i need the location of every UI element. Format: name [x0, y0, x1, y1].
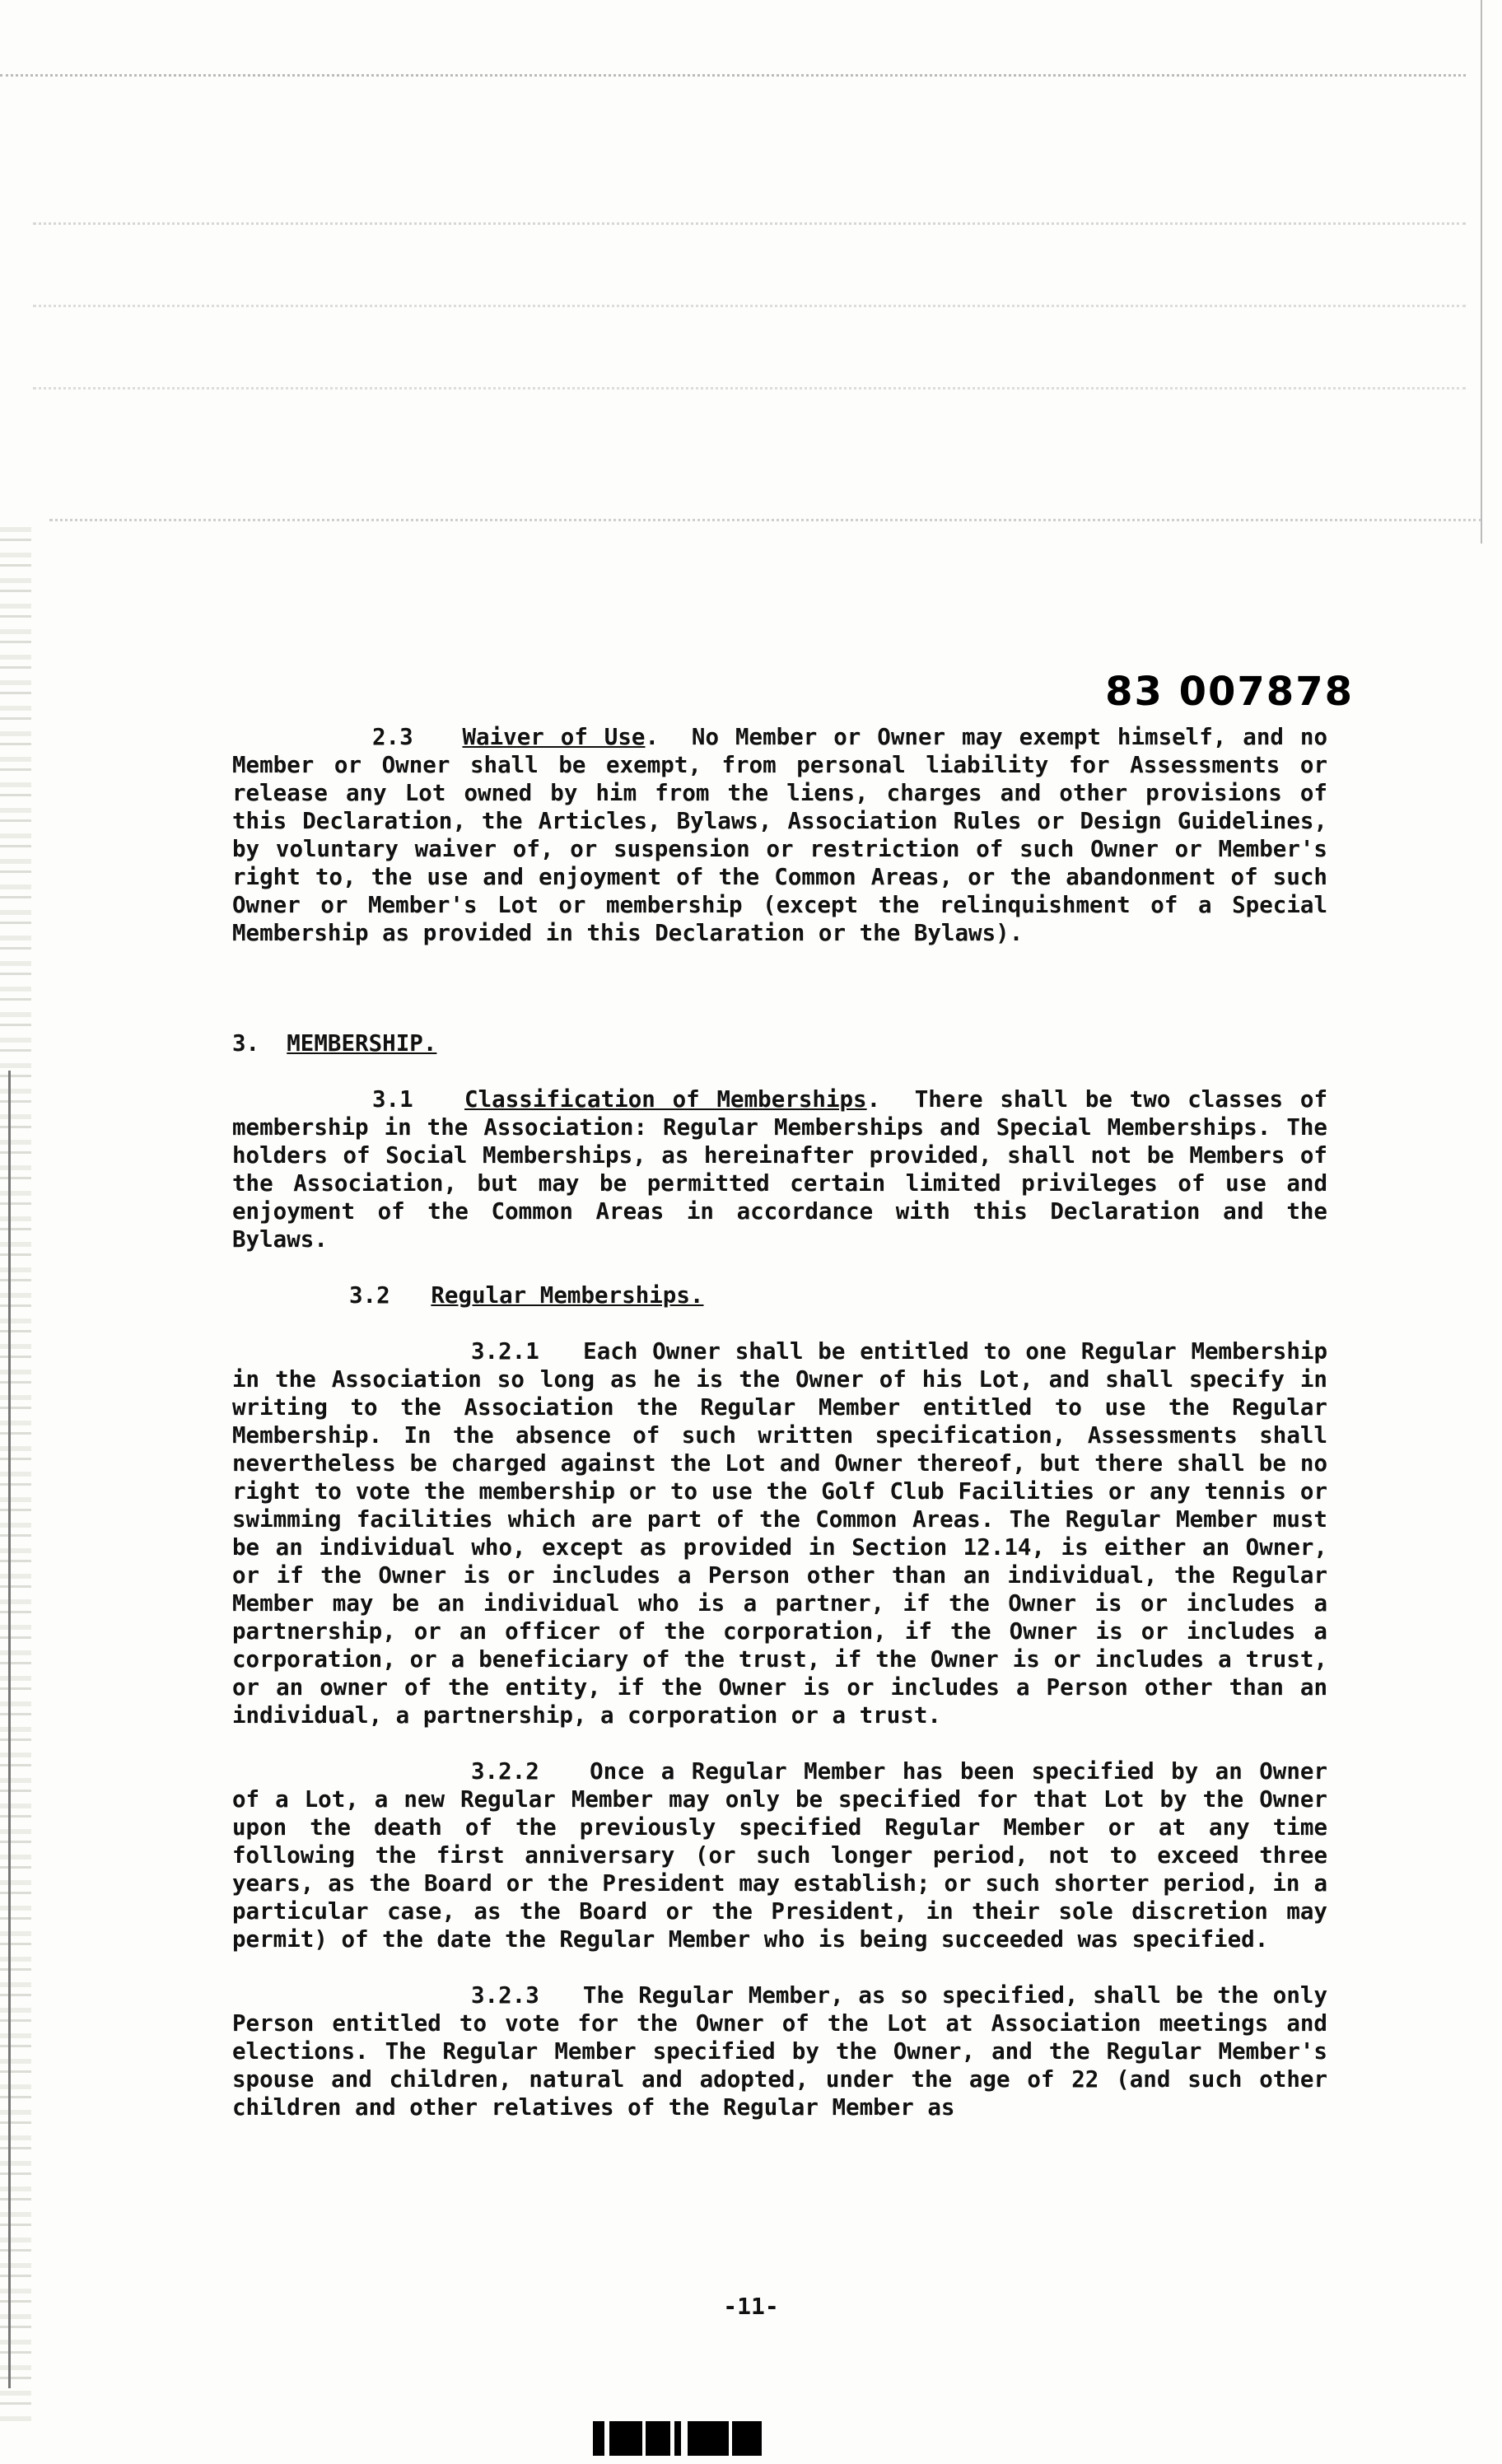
scan-noise-line [33, 222, 1466, 225]
section-2-3: 2.3 Waiver of Use. No Member or Owner may exempt himself, and no Member or Owner shall be exempt, from personal liability for Assessments or release any Lot owned by him from the liens, charges and other provisions of this Declaration, the Articles, Bylaws, Association Rules or Design Guidelines, by voluntary waiver of, or suspension or restriction of such Owner or Member's right to, the use and enjoyment of the Common Areas, or the abandonment of such Owner or Member's Lot or membership (except the relinquishment of a Special Membership as provided in this Declaration or the Bylaws). [232, 724, 1328, 946]
section-number: 3.1 [372, 1086, 413, 1113]
section-3-2-1 [232, 1337, 1327, 1729]
barcode [593, 2421, 766, 2456]
section-text: No Member or Owner may exempt himself, and no Member or Owner shall be exempt, from personal liability for Assessments or release any Lot owned by him from the liens, charges and other provisions of this Declaration, the Articles, Bylaws, Association Rules or Design Guidelines, by voluntary waiver of, or suspension or restriction of such Owner or Member's right to, the use and enjoyment of the Common Areas, or the abandonment of such Owner or Member's Lot or membership (except the relinquishment of a Special Membership as provided in this Declaration or the Bylaws). [232, 724, 1328, 946]
article-heading [232, 1029, 1327, 1057]
scan-left-edge [0, 527, 31, 2421]
section-text: There shall be two classes of membership in the Association: Regular Memberships and Special Memberships. The holders of Social Memberships, as hereinafter provided, shall not be Members of the Association, but may be permitted certain limited privileges of use and enjoyment of the Common Areas in accordance with this Declaration and the Bylaws. [232, 1086, 1328, 1253]
section-3-1: 3.1 Classification of Memberships. There shall be two classes of membership in the Association: Regular Memberships and Special Memberships. The holders of Social Memberships, as hereinafter provided, shall not be Members of the Association, but may be permitted certain limited privileges of use and enjoyment of the Common Areas in accordance with this Declaration and the Bylaws. [232, 1086, 1328, 1253]
section-3-2-2 [232, 1757, 1327, 1953]
section-heading: Waiver of Use [462, 724, 646, 750]
section-heading: Classification of Memberships [464, 1086, 867, 1113]
scan-noise-line [0, 74, 1466, 77]
section-number: 3.2.2 [471, 1758, 539, 1785]
document-body [232, 723, 1327, 2121]
scan-right-rule [1481, 0, 1482, 544]
section-text: Each Owner shall be entitled to one Regular Membership in the Association so long as he is the Owner of his Lot, and shall specify in writing to the Association the Regular Member entitled to use the Regular Membership. In the absence of such written specification, Assessments shall nevertheless be charged against the Lot and Owner thereof, but there shall be no right to vote the membership or to use the Golf Club Facilities or any tennis or swimming facilities which are part of the Common Areas. The Regular Member must be an individual who, except as provided in Section 12.14, is either an Owner, or if the Owner is or includes a Person other than an individual, the Regular Member may be an individual who is a partner, if the Owner is or includes a partnership, or an officer of the corporation, if the Owner is or includes a corporation, or a beneficiary of the trust, if the Owner is or includes a trust, or an owner of the entity, if the Owner is or includes a Person other than an individual, a partnership, a corporation or a trust. [232, 1338, 1328, 1729]
section-text: The Regular Member, as so specified, shall be the only Person entitled to vote for the Owner of the Lot at Association meetings and elections. The Regular Member specified by the Owner, and the Regular Member's spouse and children, natural and adopted, under the age of 22 (and such other children and other relatives of the Regular Member as [232, 1982, 1328, 2121]
article-number: 3. [232, 1030, 260, 1057]
section-number: 3.2.1 [471, 1338, 539, 1365]
document-number: 83 007878 [1105, 669, 1354, 715]
section-text: Once a Regular Member has been specified by an Owner of a Lot, a new Regular Member may only be specified for that Lot by the Owner upon the death of the previously specified Regular Member or at any time following the first anniversary (or such longer period, not to exceed three years, as the Board or the President may establish; or such shorter period, in a particular case, as the Board or the President, in their sole discretion may permit) of the date the Regular Member who is being succeeded was specified. [232, 1758, 1328, 1953]
scan-noise-line [33, 387, 1466, 390]
section-heading: Regular Memberships. [431, 1282, 704, 1309]
article-title: MEMBERSHIP. [287, 1030, 437, 1057]
scan-noise-line [33, 305, 1466, 307]
section-3-2-3 [232, 1981, 1327, 2121]
section-number: 3.2 [349, 1282, 390, 1309]
scan-noise [0, 58, 1502, 107]
section-number: 2.3 [372, 724, 413, 750]
scan-left-rule [8, 1071, 11, 2388]
section-3-2 [232, 1281, 1327, 1309]
page-number: -11- [723, 2293, 779, 2320]
scan-noise-line [49, 519, 1482, 521]
section-number: 3.2.3 [471, 1982, 539, 2009]
